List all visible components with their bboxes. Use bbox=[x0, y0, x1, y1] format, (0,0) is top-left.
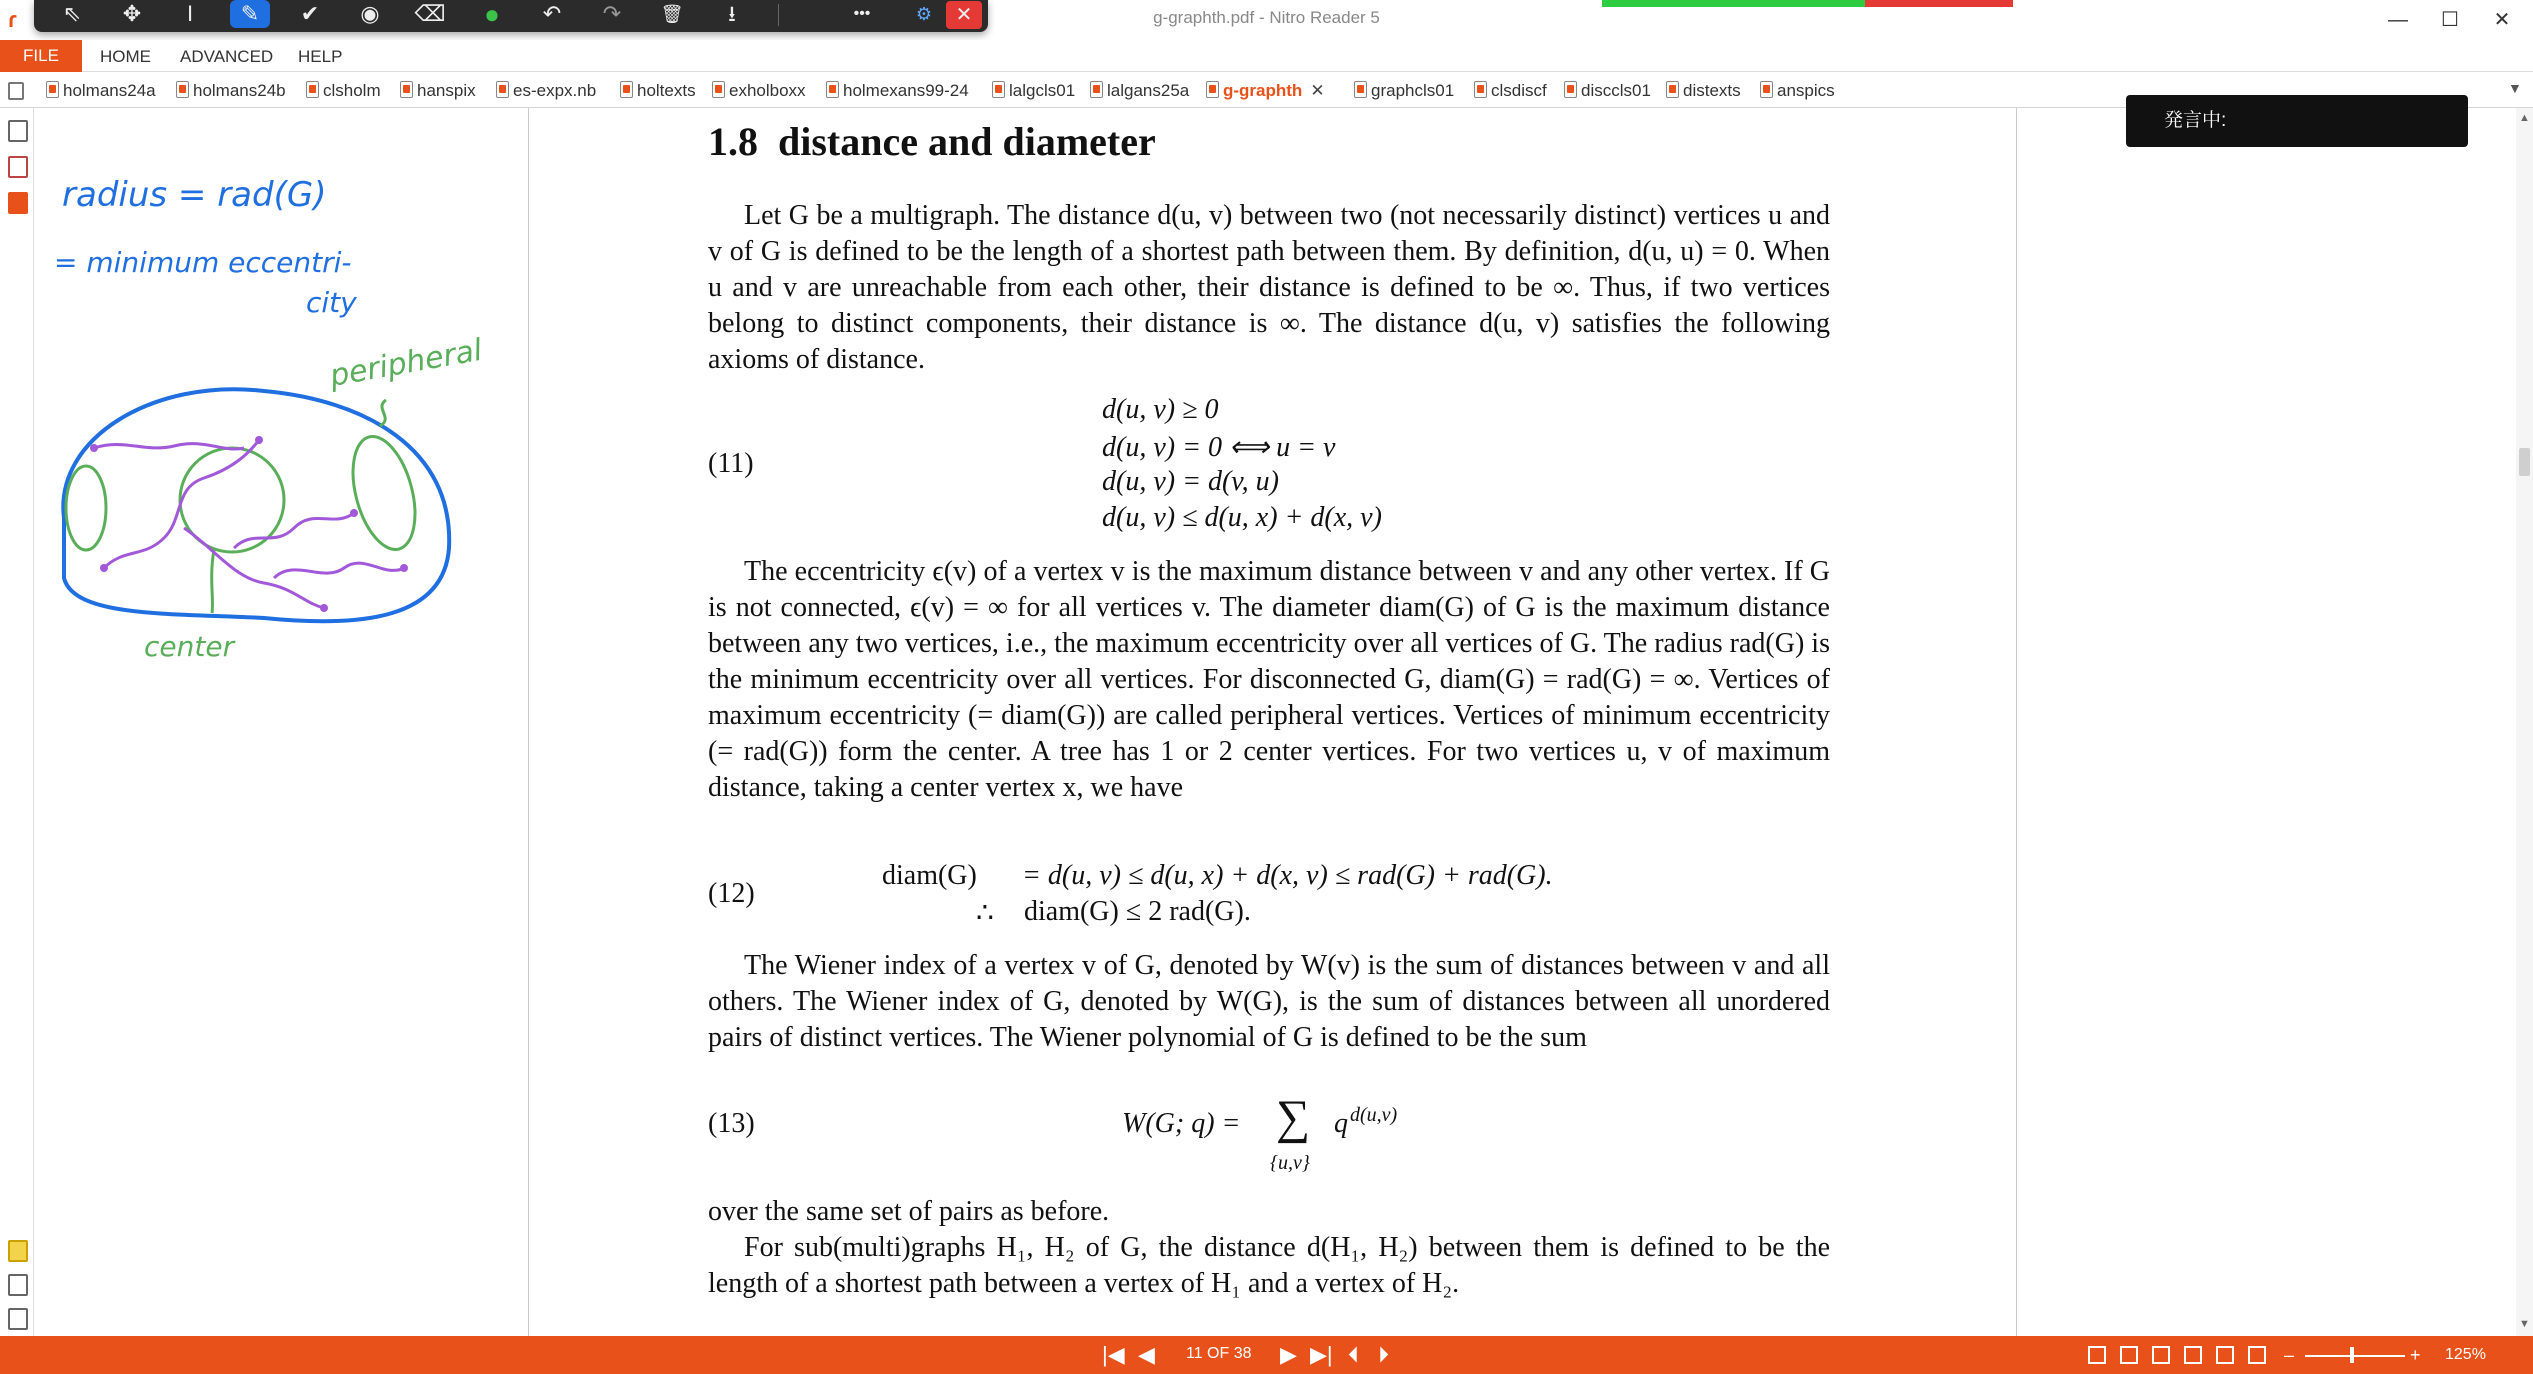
left-rail bbox=[0, 108, 34, 1336]
eq12-line2-right: diam(G) ≤ 2 rad(G). bbox=[1024, 896, 1251, 927]
continuous-view-icon[interactable] bbox=[2120, 1346, 2138, 1364]
graph-outline-shape bbox=[63, 389, 449, 621]
zoom-value[interactable]: 125% bbox=[2445, 1346, 2486, 1363]
tab-graphcls01[interactable]: graphcls01 bbox=[1354, 78, 1454, 104]
note-peripheral-text: peripheral bbox=[327, 332, 485, 394]
tab-close-icon[interactable]: ✕ bbox=[1310, 81, 1325, 100]
facing-view-icon[interactable] bbox=[2152, 1346, 2170, 1364]
pdf-file-icon bbox=[496, 81, 509, 98]
redo-icon[interactable]: ↷ bbox=[602, 1, 622, 26]
tab-exholboxx[interactable]: exholboxx bbox=[712, 78, 806, 104]
more-icon[interactable]: ••• bbox=[853, 5, 871, 22]
pdf-file-icon bbox=[176, 81, 189, 98]
paragraph-over-pairs: over the same set of pairs as before. bbox=[708, 1196, 1110, 1227]
peripheral-pointer-shape bbox=[380, 400, 386, 426]
vertex-dot bbox=[350, 509, 358, 517]
equation-number-13: (13) bbox=[708, 1108, 755, 1139]
last-page-button[interactable]: ▶| bbox=[1310, 1342, 1333, 1367]
close-window-button[interactable]: ✕ bbox=[2493, 9, 2511, 31]
vertex-dot bbox=[90, 444, 98, 452]
pdf-file-icon bbox=[46, 81, 59, 98]
equation-number-11: (11) bbox=[708, 448, 754, 479]
axiom-line: d(u, v) ≥ 0 bbox=[1102, 394, 1219, 425]
eq12-line1-left: diam(G) bbox=[882, 860, 977, 891]
pdf-file-icon bbox=[826, 81, 839, 98]
sum-symbol: ∑ bbox=[1276, 1091, 1311, 1144]
tab-holmans24a[interactable]: holmans24a bbox=[46, 78, 156, 104]
trash-icon[interactable]: 🗑 bbox=[660, 4, 684, 24]
pdf-file-icon bbox=[400, 81, 413, 98]
window-title: g-graphth.pdf - Nitro Reader 5 bbox=[1153, 8, 1380, 27]
path-squiggle-shape bbox=[104, 440, 259, 568]
stamp-icon[interactable]: ◉ bbox=[360, 1, 380, 26]
path-squiggle-shape bbox=[94, 444, 244, 449]
tab-g-graphth[interactable]: g-graphth ✕ bbox=[1206, 78, 1325, 104]
single-page-view-icon[interactable] bbox=[2088, 1346, 2106, 1364]
tab-es-expx[interactable]: es-expx.nb bbox=[496, 78, 596, 104]
green-indicator-bar bbox=[1602, 0, 1865, 7]
right-blank-area bbox=[2017, 108, 2516, 1336]
note-radius-text: radius = rad(G) bbox=[62, 175, 327, 215]
text-cursor-icon[interactable]: I bbox=[186, 1, 194, 26]
axiom-line: d(u, v) = d(v, u) bbox=[1102, 466, 1279, 497]
menu-home[interactable]: HOME bbox=[100, 47, 151, 66]
red-indicator-bar bbox=[1865, 0, 2013, 7]
pdf-file-icon bbox=[1206, 81, 1219, 98]
eraser-icon[interactable]: ⌫ bbox=[414, 1, 446, 26]
equation-number-12: (12) bbox=[708, 878, 755, 909]
pdf-file-icon bbox=[712, 81, 725, 98]
pdf-file-icon bbox=[1474, 81, 1487, 98]
note-center-text: center bbox=[144, 630, 235, 663]
check-icon[interactable]: ✔ bbox=[300, 1, 320, 26]
tab-lalgcls01[interactable]: lalgcls01 bbox=[992, 78, 1075, 104]
tab-disccls01[interactable]: disccls01 bbox=[1564, 78, 1651, 104]
path-squiggle-shape bbox=[274, 563, 404, 578]
tab-holmexans99-24[interactable]: holmexans99-24 bbox=[826, 78, 969, 104]
vertex-dot bbox=[255, 436, 263, 444]
bookmarks-panel-icon[interactable] bbox=[8, 192, 28, 214]
wiener-lhs: W(G; q) = bbox=[1122, 1108, 1241, 1139]
vertical-scrollbar[interactable] bbox=[2516, 108, 2533, 1336]
prev-page-button[interactable]: ◀ bbox=[1138, 1342, 1155, 1367]
zoom-in-icon[interactable]: + bbox=[2410, 1345, 2421, 1365]
pdf-file-icon bbox=[1760, 81, 1773, 98]
note-city-text: city bbox=[306, 286, 357, 319]
pdf-file-icon bbox=[1354, 81, 1367, 98]
nitro-logo-icon: ɾ bbox=[8, 7, 17, 32]
wiener-base: q bbox=[1334, 1108, 1348, 1139]
fit-page-icon[interactable] bbox=[2248, 1346, 2266, 1364]
attachments-panel-icon[interactable] bbox=[8, 156, 28, 178]
vertex-dot bbox=[100, 564, 108, 572]
pdf-file-icon bbox=[306, 81, 319, 98]
status-bar bbox=[0, 1336, 2533, 1374]
color-green-icon[interactable]: ● bbox=[484, 0, 500, 29]
scroll-down-icon[interactable]: ▼ bbox=[2519, 1318, 2530, 1330]
vertex-dot bbox=[320, 604, 328, 612]
eq12-line1-right: = d(u, v) ≤ d(u, x) + d(x, v) ≤ rad(G) + rad(G). bbox=[1022, 860, 1553, 891]
wiener-exponent: d(u,v) bbox=[1350, 1104, 1398, 1126]
download-icon[interactable]: ⭳ bbox=[728, 1, 736, 26]
section-title: distance and diameter bbox=[778, 119, 1156, 164]
paragraph-eccentricity: The eccentricity ϵ(v) of a vertex v is the maximum distance between v and any other vertex. If G is not connected, ϵ(v) = ∞ for all vertices v. The diameter diam(G) of G is the maximum distance between any two vertices, i.e., the maximum eccentricity over all vertices of G. The radius rad(G) is the minimum eccentricity over all vertices. For disconnected G, diam(G) = rad(G) = ∞. Vertices of maximum eccentricity (= diam(G)) are called peripheral vertices. Vertices of minimum eccentricity (= rad(G)) form the center. A tree has 1 or 2 center vertices. For two vertices u, v of maximum distance, taking a center vertex x, we have bbox=[708, 556, 1830, 803]
axiom-line: d(u, v) = 0 ⟺ u = v bbox=[1102, 432, 1336, 463]
paragraph-wiener: The Wiener index of a vertex v of G, denoted by W(v) is the sum of distances between v and all others. The Wiener index of G, denoted by W(G), is the sum of distances between all unordered pairs of distinct vertices. The Wiener polynomial of G is defined to be the sum bbox=[708, 950, 1830, 1053]
center-pointer-shape bbox=[212, 550, 214, 613]
menu-help[interactable]: HELP bbox=[298, 47, 343, 66]
pdf-file-icon bbox=[1564, 81, 1577, 98]
scroll-up-icon[interactable]: ▲ bbox=[2519, 112, 2530, 124]
zoom-slider[interactable] bbox=[2305, 1355, 2405, 1357]
minimize-button[interactable]: — bbox=[2388, 9, 2408, 31]
settings-icon[interactable]: ⚙ bbox=[915, 4, 933, 24]
tab-clsholm[interactable]: clsholm bbox=[306, 78, 381, 104]
page-indicator[interactable]: 11 OF 38 bbox=[1186, 1345, 1252, 1362]
path-squiggle-shape bbox=[234, 513, 354, 548]
tab-lalgans25a[interactable]: lalgans25a bbox=[1090, 78, 1189, 104]
left-peripheral-oval-shape bbox=[66, 466, 106, 550]
fields-panel-icon[interactable] bbox=[8, 1308, 28, 1330]
move-icon[interactable]: ✥ bbox=[122, 1, 142, 26]
tab-distexts[interactable]: distexts bbox=[1666, 78, 1741, 104]
undo-icon[interactable]: ↶ bbox=[542, 1, 562, 26]
next-page-button[interactable]: ▶ bbox=[1280, 1342, 1297, 1367]
zoom-out-icon[interactable]: – bbox=[2284, 1345, 2295, 1365]
forward-view-button[interactable]: ⏵ bbox=[1378, 1342, 1390, 1367]
menu-file[interactable]: FILE bbox=[0, 40, 82, 72]
pdf-file-icon bbox=[620, 81, 633, 98]
section-heading bbox=[708, 118, 1156, 165]
annotation-toolbar bbox=[34, 0, 988, 32]
pdf-file-icon bbox=[1666, 81, 1679, 98]
tab-clsdiscf[interactable]: clsdiscf bbox=[1474, 78, 1547, 104]
maximize-button[interactable]: ☐ bbox=[2441, 9, 2459, 31]
sum-subscript: {u,v} bbox=[1270, 1152, 1310, 1174]
axiom-line: d(u, v) ≤ d(u, x) + d(x, v) bbox=[1102, 502, 1382, 533]
tab-overflow-chevron-icon[interactable]: ▼ bbox=[2508, 80, 2522, 96]
paragraph-distance: Let G be a multigraph. The distance d(u, v) between two (not necessarily distinct) vertices u and v of G is defined to be the length of a shortest path between them. By definition, d(u, u) = 0. When u and v are unreachable from each other, their distance is defined to be ∞. Thus, if two vertices belong to distinct components, their distance is ∞. The distance d(u, v) satisfies the following axioms of distance. bbox=[708, 200, 1830, 375]
tab-holmans24b[interactable]: holmans24b bbox=[176, 78, 286, 104]
menu-advanced[interactable]: ADVANCED bbox=[180, 47, 274, 66]
toolbar-separator bbox=[778, 4, 779, 26]
first-page-button[interactable]: |◀ bbox=[1102, 1342, 1125, 1367]
section-number: 1.8 bbox=[708, 119, 758, 164]
speaking-indicator: 発言中: bbox=[2126, 95, 2468, 147]
note-min-ecc-text: = minimum eccentri- bbox=[54, 246, 352, 279]
tab-list-icon[interactable] bbox=[8, 82, 24, 100]
pdf-file-icon bbox=[1090, 81, 1103, 98]
close-toolbar-icon[interactable]: ✕ bbox=[946, 1, 982, 29]
paragraph-subgraph-distance: For sub(multi)graphs H₁, H₂ of G, the distance d(H₁, H₂) between them is defined to be the length of a shortest path between a vertex of H₁ and a vertex of H₂. bbox=[708, 1232, 1830, 1299]
vertex-dot bbox=[400, 564, 408, 572]
tab-holtexts[interactable]: holtexts bbox=[620, 78, 696, 104]
tab-anspics[interactable]: anspics bbox=[1760, 78, 1835, 104]
tab-hanspix[interactable]: hanspix bbox=[400, 78, 476, 104]
zoom-slider-thumb[interactable] bbox=[2350, 1347, 2354, 1363]
path-squiggle-shape bbox=[184, 528, 324, 608]
menu-bar bbox=[0, 40, 2533, 72]
scrollbar-thumb[interactable] bbox=[2519, 448, 2530, 476]
pen-icon[interactable]: ✎ bbox=[230, 0, 270, 28]
pages-panel-icon[interactable] bbox=[8, 120, 28, 142]
back-view-button[interactable]: ⏴ bbox=[1348, 1342, 1360, 1367]
pdf-file-icon bbox=[992, 81, 1005, 98]
facing-continuous-view-icon[interactable] bbox=[2184, 1346, 2202, 1364]
select-arrow-icon[interactable]: ⇖ bbox=[62, 1, 82, 26]
fit-width-icon[interactable] bbox=[2216, 1346, 2234, 1364]
eq12-line2-left: ∴ bbox=[976, 898, 994, 929]
ink-annotations bbox=[34, 108, 529, 1336]
notes-pane bbox=[34, 108, 529, 1336]
comments-panel-icon[interactable] bbox=[8, 1240, 28, 1262]
attachments-bottom-icon[interactable] bbox=[8, 1274, 28, 1296]
